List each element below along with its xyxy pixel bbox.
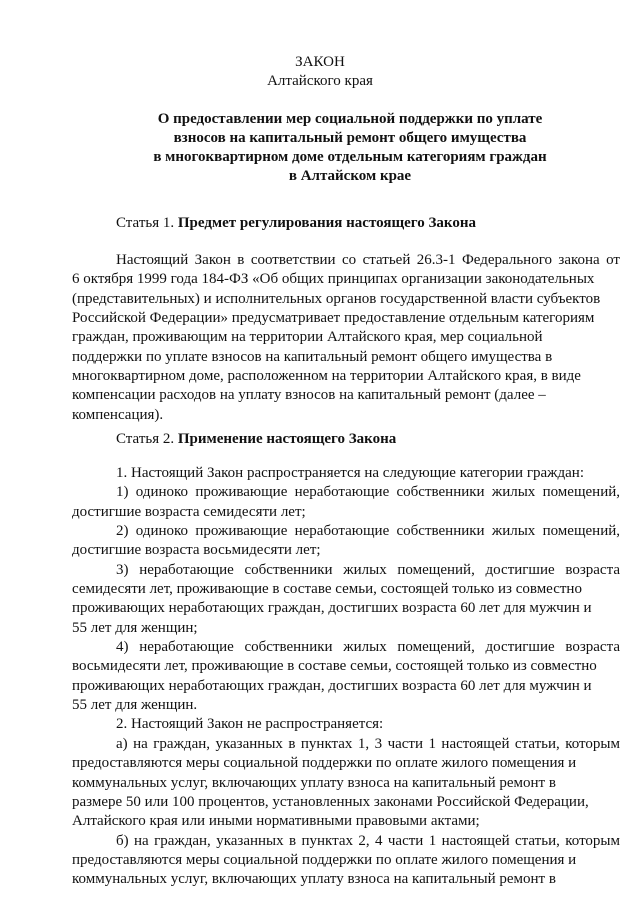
text-line [72,599,620,618]
title-line: взносов на капитальный ремонт общего имущества [173,130,527,146]
text-line [72,870,620,889]
article-2-body [72,464,620,890]
article-2-heading [116,430,396,449]
text-line [72,367,620,386]
text-line [72,774,620,793]
text-line [72,851,620,870]
text-line-content: 1) одиноко проживающие неработающие собственники жилых помещений, [116,484,620,501]
text-line-content: а) на граждан, указанных в пунктах 1, 3 части 1 настоящей статьи, которым [116,735,620,752]
text-line [72,793,620,812]
title-line: О предоставлении мер социальной поддержки по уплате [157,111,543,127]
text-line [72,619,620,638]
text-line [72,541,620,560]
text-line [72,812,620,831]
text-line [72,832,620,851]
text-line-content: 2) одиноко проживающие неработающие собственники жилых помещений, [116,523,620,540]
text-line-content: достигшие возраста восьмидесяти лет; [72,542,321,559]
title-line: в Алтайском крае [288,168,412,184]
text-line [72,328,620,347]
text-line [72,715,620,734]
article-1-heading [116,214,476,233]
text-line [72,348,620,367]
text-line-content: размере 50 или 100 процентов, установленных законами Российской Федерации, [72,793,589,810]
text-line-content: Настоящий Закон в соответствии со статьей 26.3-1 Федерального закона от [116,252,620,268]
article-1-body [72,251,620,425]
text-line-content: проживающих неработающих граждан, достигших возраста 60 лет для мужчин и [72,677,592,694]
text-line-content: 2. Настоящий Закон не распространяется: [116,716,384,733]
article-prefix: Статья 2. [116,431,175,447]
text-line [72,483,620,502]
title-line: в многоквартирном доме отдельным категориям граждан [153,149,547,165]
text-line-content: 4) неработающие собственники жилых помещений, достигшие возраста [116,639,620,656]
text-line-content: компенсации расходов на уплату взносов на капитальный ремонт (далее – [72,387,546,404]
text-line-content: компенсация). [72,406,164,423]
text-line [72,251,620,270]
text-line [72,522,620,541]
text-line-content: 55 лет для женщин; [72,619,198,636]
text-line [72,638,620,657]
law-label: ЗАКОН [295,54,345,70]
text-line [72,464,620,483]
text-line-content: семидесяти лет, проживающие в составе семьи, состоящей только из совместно [72,581,582,598]
text-line-content: коммунальных услуг, включающих уплату взноса на капитальный ремонт в [72,871,556,888]
text-line [72,657,620,676]
text-line-content: 1. Настоящий Закон распространяется на следующие категории граждан: [116,465,584,481]
text-line [72,309,620,328]
text-line-content: 3) неработающие собственники жилых помещений, достигшие возраста [116,561,620,578]
text-line-content: предоставляются меры социальной поддержки по оплате жилого помещения и [72,851,577,868]
text-line-content: 55 лет для женщин. [72,697,198,714]
text-line-content: 6 октября 1999 года 184-ФЗ «Об общих принципах организации законодательных [72,271,595,288]
text-line [72,754,620,773]
text-line-content: многоквартирном доме, расположенном на территории Алтайского края, в виде [72,368,581,385]
text-line-content: проживающих неработающих граждан, достигших возраста 60 лет для мужчин и [72,600,592,617]
article-title: Применение настоящего Закона [177,431,397,447]
text-line-content: Алтайского края или иными нормативными правовыми актами; [72,813,480,830]
text-line [72,406,620,425]
article-prefix: Статья 1. [116,215,175,231]
text-line-content: поддержки по уплате взносов на капитальный ремонт общего имущества в [72,348,553,365]
text-line [72,290,620,309]
article-title: Предмет регулирования настоящего Закона [177,215,476,231]
text-line-content: предоставляются меры социальной поддержки по оплате жилого помещения и [72,755,577,772]
text-line-content: граждан, проживающим на территории Алтайского края, мер социальной [72,329,543,346]
text-line-content: (представительных) и исполнительных органов государственной власти субъектов [72,290,601,307]
text-line [72,270,620,289]
law-title [60,110,640,186]
text-line-content: б) на граждан, указанных в пунктах 2, 4 части 1 настоящей статьи, которым [116,832,620,849]
text-line-content: Российской Федерации» предусматривает предоставление отдельным категориям [72,310,595,327]
text-line [72,696,620,715]
text-line [72,561,620,580]
text-line [72,677,620,696]
text-line [72,580,620,599]
text-line-content: достигшие возраста семидесяти лет; [72,503,306,520]
text-line-content: коммунальных услуг, включающих уплату взноса на капитальный ремонт в [72,774,556,791]
text-line [72,386,620,405]
text-line [72,735,620,754]
text-line [72,503,620,522]
text-line-content: восьмидесяти лет, проживающие в составе семьи, состоящей только из совместно [72,658,597,675]
region-label: Алтайского края [267,73,373,89]
